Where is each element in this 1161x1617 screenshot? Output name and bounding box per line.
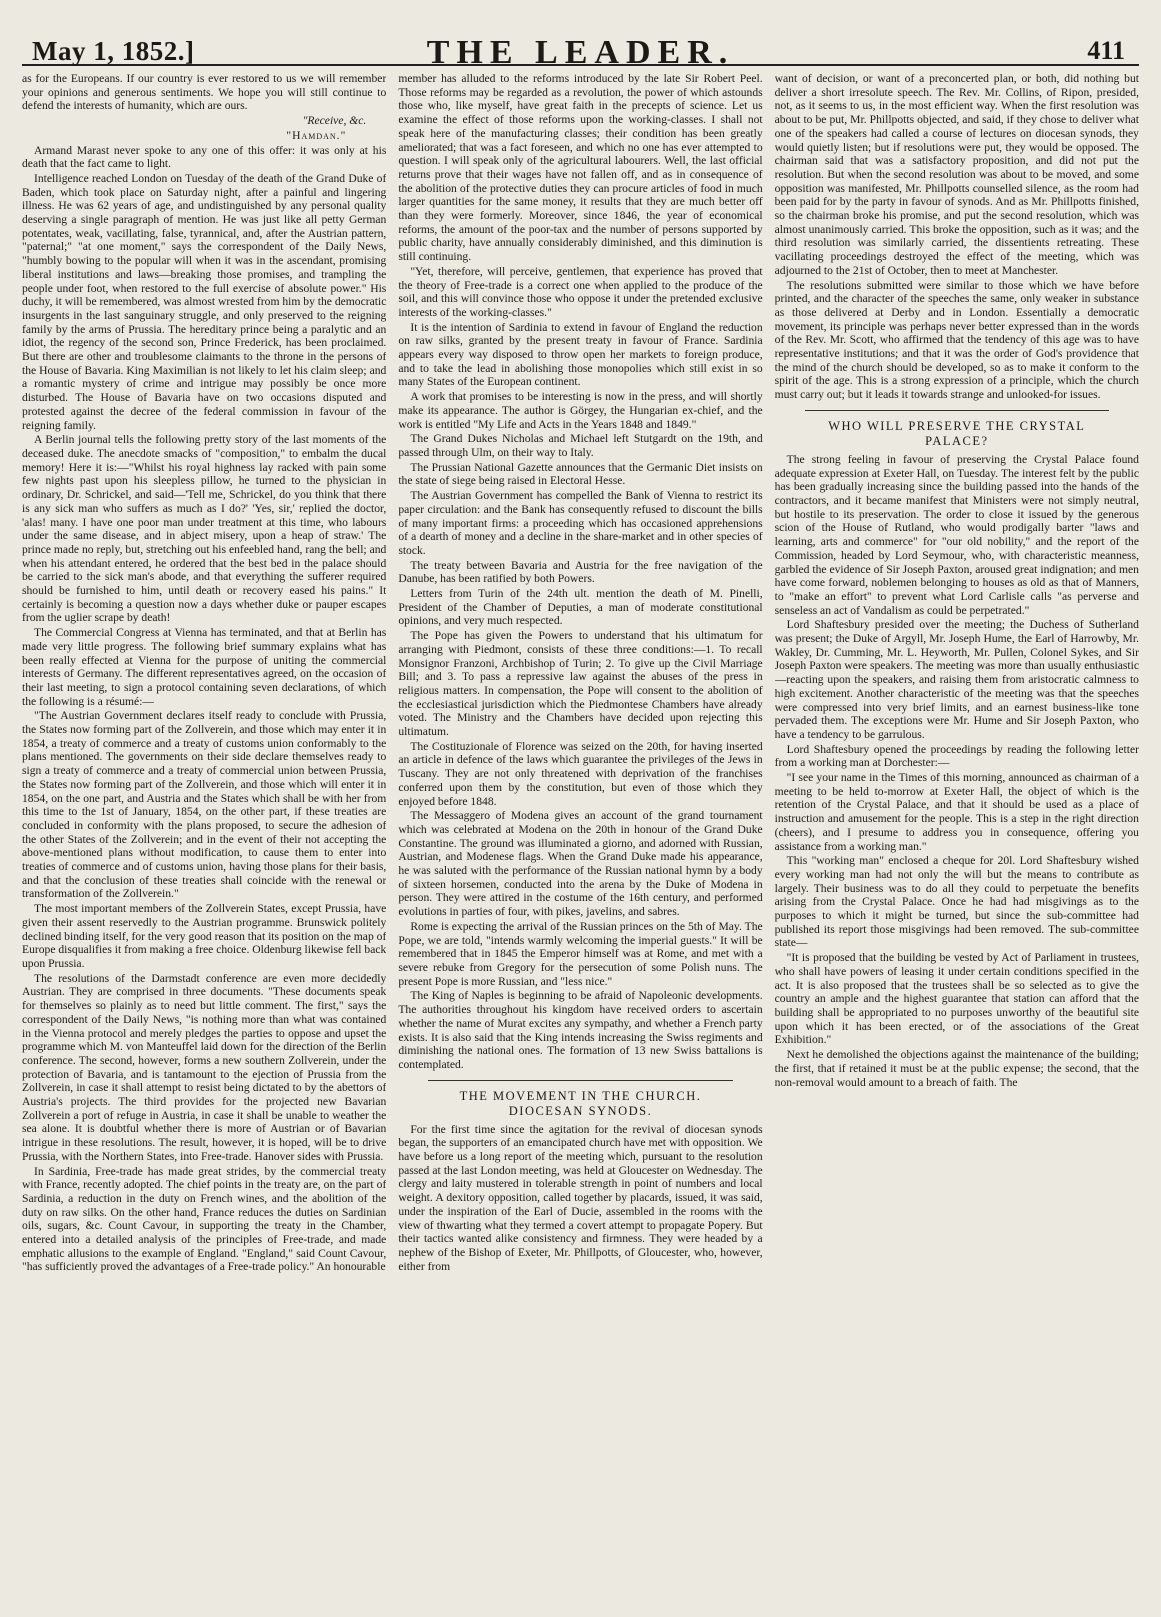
section-heading: WHO WILL PRESERVE THE CRYSTAL PALACE? (828, 418, 1086, 448)
paragraph: Letters from Turin of the 24th ult. mention the death of M. Pinelli, President of the Chamber of Deputies, a man of moderate constitutional opinions, and very much respected. (398, 587, 763, 628)
section-divider (428, 1080, 732, 1081)
paragraph: Lord Shaftesbury opened the proceedings by reading the following letter from a working man at Dorchester:— (774, 742, 1139, 770)
paragraph: The Messaggero of Modena gives an account of the grand tournament which was celebrated at Modena on the 20th in honour of the Grand Duke Constantine. The ground was illuminated a giorno, and adorned with Russian, Austrian, and Modenese flags. When the Grand Duke made his appearance, he was saluted with the performance of the Russian national hymn by a body of sixteen horsemen, conducted into the arena by the Duke of Modena in person. They were attired in the costume of the 16th century, and performed evolutions in parties of four, with pikes, javelins, and sabres. (398, 809, 763, 919)
paragraph: The Costituzionale of Florence was seized on the 20th, for having inserted an article in defence of the laws which guarantee the privileges of the Jews in Tuscany. They are not only threatened with deprivation of the franchises conferred upon them by the constitution, but even of those which they enjoyed before 1848. (398, 739, 763, 808)
paragraph: The treaty between Bavaria and Austria for the free navigation of the Danube, has been ratified by both Powers. (398, 558, 763, 586)
paragraph: "Yet, therefore, will perceive, gentlemen, that experience has proved that the theory of Free-trade is a correct one when applied to the produce of the soil, and this will convince those who oppose it under the pretended exclusive interests of the working-classes." (398, 264, 763, 319)
paragraph: The King of Naples is beginning to be afraid of Napoleonic developments. The authorities throughout his kingdom have received orders to ascertain whether the name of Murat excites any sympathy, and whether a French party exists. It is also said that the King intends increasing the Swiss regiments and diminishing the national ones. The formation of 13 new Swiss battalions is contemplated. (398, 989, 763, 1071)
paragraph: The Commercial Congress at Vienna has terminated, and that at Berlin has made very little progress. The following brief summary explains what has been really effected at Vienna for the purpose of uniting the commercial interests of Germany. The different representatives agreed, on the occasion of their last meeting, to sign a protocol containing seven declarations, of which the following is a résumé:— (22, 626, 387, 708)
paragraph: Armand Marast never spoke to any one of this offer: it was only at his death that the fact came to light. (22, 143, 387, 171)
paragraph: "It is proposed that the building be vested by Act of Parliament in trustees, who shall have powers of leasing it under certain conditions specified in the act. It is also proposed that the trustees shall be so selected as to give the country an ample and the highest guarantee that station can afford that the building shall be appropriated to no purposes unworthy of the beautiful site upon which it has been erected, or of the associations of the Great Exhibition." (774, 951, 1139, 1047)
paragraph: For the first time since the agitation for the revival of diocesan synods began, the supporters of an emancipated church have met with opposition. We have before us a long report of the meeting which, pursuant to the resolution passed at the last London meeting, was held at Gloucester on Wednesday. The clergy and laity mustered in tolerable strength in point of numbers and local weight. A dexitory opposition, called together by placards, issued, it was said, under the inspiration of the Earl of Ducie, assembled in the rooms with the view of thwarting what they termed a covert attempt to propagate Popery. But their tactics wanted alike consistency and firmness. They were headed by a nephew of the Bishop of Exeter, Mr. Phillpotts, of Gloucester, who, however, either from (398, 1122, 763, 1273)
letter-closing: "Receive, &c. (302, 114, 367, 128)
paragraph: The strong feeling in favour of preserving the Crystal Palace found adequate expression at Exeter Hall, on Tuesday. The interest felt by the public has been gradually increasing since the building passed into the hands of the contractors, and it became manifest that Ministers were not simply neutral, but hostile to its preservation. The order to close it issued by the generous scion of the House of Rutland, who would prodigally barter "laws and learning, arts and commerce" for "our old nobility," and the report of the Commission, headed by Lord Seymour, who, with characteristic meanness, garbled the evidence of Sir Joseph Paxton, aroused great indignation; and men have come forward, noblemen belonging to houses as old as that of Manners, to "make an effort" to prevent what Lord Carlisle calls "as perverse and senseless an act of Vandalism as could be perpetrated." (774, 452, 1139, 617)
column-3 (775, 72, 1139, 1602)
column-1 (22, 72, 386, 1602)
paragraph: A Berlin journal tells the following pretty story of the last moments of the deceased duke. The anecdote smacks of "composition," to embalm the ducal memory! Here it is:—"Whilst his royal highness lay racked with pain some few nights past upon his sleepless pillow, he turned to the physician in ordinary, Dr. Schrickel, and said—'Tell me, Schrickel, do you think that there is any sick man who suffers as much as I do?' 'Yes, sir,' replied the doctor, 'alas! many. I have one poor man under treatment at this time, who labours under the same disease, and in abject misery, upon a heap of straw.' The prince made no reply, but, stretching out his enfeebled hand, rang the bell; and when his attendant entered, he ordered that the best bed in the palace should be carried to the sick man's abode, and that everything the sufferer required should be furnished to him, until death or recovery eased his pains." It certainly is becoming a question now a days whether duke or pauper escapes from the uglier scrape by death! (22, 433, 387, 625)
paragraph: It is the intention of Sardinia to extend in favour of England the reduction on raw silks, granted by the present treaty in favour of France. Sardinia appears every way disposed to throw open her markets to foreign produce, and to take the lead in abolishing those monopolies which still exist in so many States of the European continent. (398, 320, 763, 389)
paragraph: Lord Shaftesbury presided over the meeting; the Duchess of Sutherland was present; the Duke of Argyll, Mr. Joseph Hume, the Earl of Harrowby, Mr. Wakley, Dr. Cumming, Mr. L. Heyworth, Mr. Pullen, Colonel Sykes, and Sir Joseph Paxton were speakers. The meeting was more than usually enthusiastic—reacting upon the speakers, and raising them from aristocratic calmness to high excitement. Another characteristic of the meeting was that the speeches were compressed into very brief limits, and an earnest business-like tone pervaded them. The exceptions were Mr. Hume and Sir Joseph Paxton, who have a tendency to be garrulous. (774, 618, 1139, 741)
paragraph: The Pope has given the Powers to understand that his ultimatum for arranging with Piedmont, consists of these three conditions:—1. To recall Monsignor Franzoni, Archbishop of Turin; 2. To give up the Civil Marriage Bill; and 3. To pass a repressive law against the abuses of the press in religious matters. In compensation, the Pope will consent to the abolition of the ecclesiastical jurisdiction which the Piedmontese Chambers have already voted. The Ministry and the Chambers have decided upon rejecting this ultimatum. (398, 629, 763, 739)
paragraph: want of decision, or want of a preconcerted plan, or both, did nothing but deliver a short irresolute speech. The Rev. Mr. Collins, of Ripon, presided, not, as it seems to us, in the most efficient way. When the first resolution was about to be put, Mr. Phillpotts objected, and said, if they chose to deliver what one of the speakers had called a course of lectures on diocesan synods, they would quietly listen; but if resolutions were put, they would be opposed. The chairman said that was a satisfactory proposition, and did not put the resolution. But when the second resolution was about to be moved, and some opposition was manifested, Mr. Phillpotts counselled silence, as the room had been paid for by the party in favour of synods. And as Mr. Phillpotts finished, so the chairman broke his promise, and put the second resolution, which was almost unanimously carried. This broke the opposition, such as it was; and the third resolution was similarly carried, the dissentients retreating. These vacillating proceedings destroyed the effect of the meeting, which was adjourned to the 21st of October, then to meet at Manchester. (774, 72, 1139, 277)
page-number: 411 (1087, 36, 1125, 65)
letter-signature: "Hamdan." (286, 128, 347, 142)
paragraph: The resolutions of the Darmstadt conference are even more decidedly Austrian. They are comprised in three documents. "These documents speak for themselves so plainly as to need but little comment. The first," says the correspondent of the Daily News, "is nothing more than what was contained in the Vienna protocol and merely pledges the parties to oppose and upset the programme which M. von Manteuffel laid down for the direction of the Berlin conference. The second, however, forms a new southern Zollverein, under the protection of Bavaria, and is tantamount to the ejection of Prussia from the Zollverein, in case it shall attempt to resist being dictated to by the abettors of Austria's projects. The third provides for the projected new Bavarian Zollverein a port of refuge in Austria, in case it shall be unable to weather the sea alone. It is doubtful whether there is more of Austrian or of Bavarian intrigue in these resolutions. The result, however, it is hoped, will be to drive Prussia, with the Northern States, into Free-trade. Hanover sides with Prussia. (22, 971, 387, 1163)
paragraph: "The Austrian Government declares itself ready to conclude with Prussia, the States now forming part of the Zollverein, and those which may enter it in 1854, a treaty of commerce and a treaty of customs union conformably to the plans mentioned. The governments on their side declare themselves ready to sign a treaty of commerce and a treaty of commercial union between Prussia, the States now forming part of the Zollverein, and those which will enter it in 1854, on the one part, and Austria and the States which shall be with her from this time to the 1st of January, 1854, on the other part, if these treaties are concluded in conformity with the plans proposed, to secure the adhesion of the other States of the Zollverein; and in the event of their not accepting the above-mentioned plans without modification, to cause them to enter into treaties of commerce and of customs union, having those plans for their basis, and that the conclusion of these treaties shall coincide with the renewal or transformation of the Zollverein." (22, 709, 387, 901)
paragraph: Next he demolished the objections against the maintenance of the building; the first, that if retained it must be at the public expense; the second, that the non-removal would amount to a breach of faith. The (774, 1048, 1139, 1089)
newspaper-title: THE LEADER. (426, 34, 735, 71)
section-heading: THE MOVEMENT IN THE CHURCH. DIOCESAN SYNODS. (459, 1088, 702, 1118)
paragraph: The most important members of the Zollverein States, except Prussia, have given their assent reservedly to the Austrian programme. Brunswick politely declined binding itself, for the very good reason that its position on the map of Europe disqualifies it from making a free choice. Oldenburg likewise fell back upon Prussia. (22, 902, 387, 970)
paragraph: The resolutions submitted were similar to those which we have before printed, and the character of the speeches the same, only weaker in substance as those delivered at Derby and in London. Essentially a democratic movement, its principle was perhaps never better expressed than in the words of the Rev. Mr. Scott, who affirmed that the tendency of this age was to have representative institutions; and that it was the order of God's providence that the mind of the church should be developed, so as to make it conform to the spirit of the age. This is a strong expression of a principle, which the church must carry out; but it leads it towards strange and unlooked-for issues. (774, 278, 1139, 402)
paragraph: "I see your name in the Times of this morning, announced as chairman of a meeting to be held to-morrow at Exeter Hall, the object of which is the retention of the Crystal Palace, and that it should be used as a place of instruction and amusement for the people. This is a step in the right direction (cheers), and I presume to address you in consequence, offering you assistance from a working man." (774, 771, 1139, 853)
paragraph: The Prussian National Gazette announces that the Germanic Diet insists on the state of siege being raised in Electoral Hesse. (398, 460, 763, 488)
paragraph: as for the Europeans. If our country is ever restored to us we will remember your opinions and generous sentiments. We hope you will still continue to defend the interests of humanity, which are ours. (22, 72, 387, 113)
masthead (22, 24, 1139, 71)
paragraph: This "working man" enclosed a cheque for 20l. Lord Shaftesbury wished every working man had not only the will but the means to contribute as largely. Their business was to do all they could to perpetuate the benefits arising from the Crystal Palace. Once he had had misgivings as to the purposes to which it might be turned, but since the sub-committee had published its report those misgivings had been removed. The sub-committee state— (774, 854, 1139, 950)
paragraph: In Sardinia, Free-trade has made great strides, by the commercial treaty with France, recently adopted. The chief points in the treaty are, on the part of Sardinia, a reduction in the duty on French wines, and the abolition of the duty on raw silks. On the other hand, France reduces the duties on Sardinian oils, sugars, &c. Count Cavour, in supporting the treaty in the Chamber, entered into a detailed analysis of the principles of Free-trade, and made emphatic allusions to the example of England. "England," said Count Cavour, "has sufficiently proved the advantages of a Free-trade policy." An honourable (22, 1164, 387, 1274)
column-2 (398, 72, 762, 1602)
section-divider (805, 410, 1109, 411)
issue-date: May 1, 1852.] (32, 36, 195, 66)
paragraph: Rome is expecting the arrival of the Russian princes on the 5th of May. The Pope, we are told, "intends warmly welcoming the imperial guests." It will be remembered that in 1845 the Emperor himself was at Rome, and met with a severe rebuke from Gregory for the persecution of some Polish nuns. The present Pope is more Russian, and "less nice." (398, 919, 763, 988)
paragraph: A work that promises to be interesting is now in the press, and will shortly make its appearance. The author is Görgey, the Hungarian ex-chief, and the work is entitled "My Life and Acts in the Years 1848 and 1849." (398, 390, 763, 431)
paragraph: The Austrian Government has compelled the Bank of Vienna to restrict its paper circulation: and the Bank has consequently refused to discount the bills of many important firms: a proceeding which has occasioned apprehensions of a dearth of money and a decline in the share-market and in other species of stock. (398, 489, 763, 557)
paragraph: The Grand Dukes Nicholas and Michael left Stutgardt on the 19th, and passed through Ulm, on their way to Italy. (398, 432, 763, 459)
paragraph: Intelligence reached London on Tuesday of the death of the Grand Duke of Baden, which took place on Saturday night, after a painful and lingering illness. He was 62 years of age, and undistinguished by any personal quality deserving a single paragraph of mention. He was just like all petty German potentates, weak, vacillating, false, tyrannical, and, after the Austrian pattern, "paternal;" "at one moment," says the correspondent of the Daily News, "humbly bowing to the popular will when it was in the ascendant, promising liberal institutions and laws—breaking those promises, and trampling the people under foot, when restored to the full exercise of absolute power." His duchy, it will be remembered, was almost wrested from him by the democratic insurgents in the last sanguinary struggle, and only preserved to the reigning family by the arms of Prussia. The hereditary prince being a paralytic and an idiot, the regency of the second son, Prince Frederick, has been proclaimed. But there are other and troublesome claimants to the throne in the persons of the House of Bavaria. King Maximilian is not likely to let his claim sleep; and a romantic mystery of crime and intrigue may possibly be once more disturbed. The House of Bavaria have on two occasions disputed and protested against the decree of the federal commission in favour of the reigning family. (22, 171, 387, 432)
article-columns (22, 72, 1139, 1602)
paragraph: member has alluded to the reforms introduced by the late Sir Robert Peel. Those reforms may be regarded as a revolution, the power of which astounds those who, like myself, have great faith in the precepts of science. Let us examine the effect of those reforms upon the working-classes. I shall not speak here of the manufacturing classes; their condition has been greatly ameliorated; that was a fact foreseen, and which no one has ever attempted to question. I will speak only of the agricultural labourers. Well, the last official returns prove that their wages have not fallen off, and as in consequence of the abolition of the protective duties they can procure articles of food in much larger quantities for the same money, it results that they are much better off than they were formerly. Moreover, since 1846, the year of economical reforms, the amount of the poor-tax and the number of persons supported by public charity, have annually considerably diminished, and this diminution is still continuing. (398, 72, 763, 264)
